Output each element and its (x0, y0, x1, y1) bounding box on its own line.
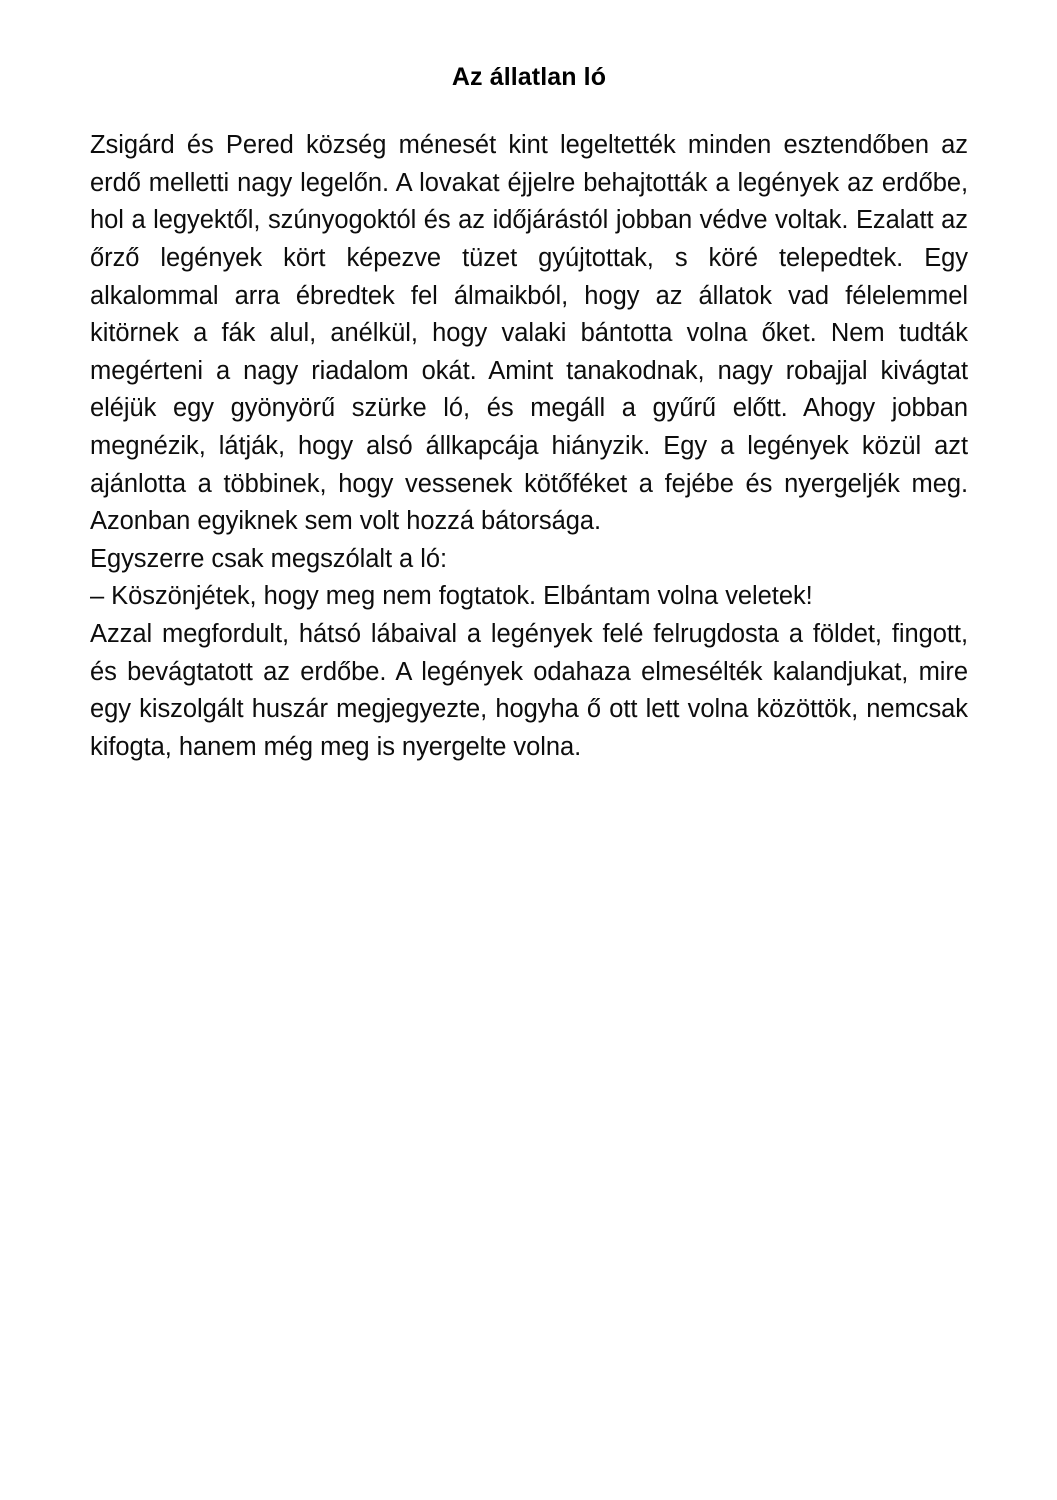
document-body (90, 127, 968, 766)
document-content (90, 62, 968, 766)
page-title: Az állatlan ló (451, 63, 607, 91)
paragraph-2: Egyszerre csak megszólalt a ló: (90, 544, 448, 573)
paragraph-1: Zsigárd és Pered község ménesét kint legeltették minden esztendőben az erdő melletti nagy legelőn. A lovakat éjjelre behajtották a legények az erdőbe, hol a legyektől, szúnyogoktól és az időjárástól jobban védve voltak. Ezalatt az őrző legények kört képezve tüzet gyújtottak, s köré telepedtek. Egy alkalommal arra ébredtek fel álmaikból, hogy az állatok vad félelemmel kitörnek a fák alul, anélkül, hogy valaki bántotta volna őket. Nem tudták megérteni a nagy riadalom okát. Amint tanakodnak, nagy robajjal kivágtat eléjük egy gyönyörű szürke ló, és megáll a gyűrű előtt. Ahogy jobban megnézik, látják, hogy alsó állkapcája hiányzik. Egy a legények közül azt ajánlotta a többinek, hogy vessenek kötőféket a fejébe és nyergeljék meg. Azonban egyiknek sem volt hozzá bátorsága. (90, 131, 968, 536)
paragraph-3-dialogue: – Köszönjétek, hogy meg nem fogtatok. Elbántam volna veletek! (90, 582, 813, 611)
paragraph-4: Azzal megfordult, hátsó lábaival a legények felé felrugdosta a földet, fingott, és bevágtatott az erdőbe. A legények odahaza elmesélték kalandjukat, mire egy kiszolgált huszár megjegyezte, hogyha ő ott lett volna közöttök, nemcsak kifogta, hanem még meg is nyergelte volna. (90, 619, 968, 761)
